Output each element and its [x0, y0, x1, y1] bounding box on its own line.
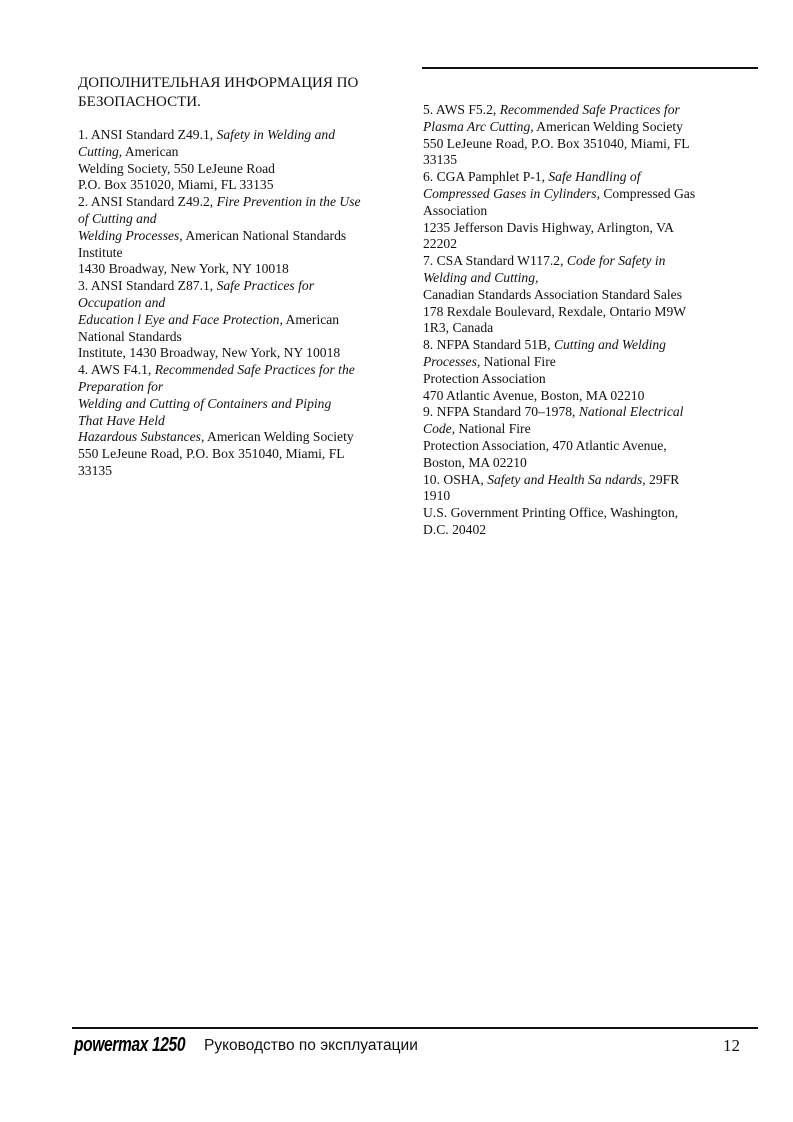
brand-logo: powermax 1250	[74, 1034, 186, 1056]
reference-text: Compressed Gas	[599, 185, 696, 201]
reference-text: 470 Atlantic Avenue, Boston, MA 02210	[423, 387, 645, 403]
reference-line	[78, 429, 394, 446]
reference-text: 1910	[423, 488, 451, 504]
reference-title-text: Safety in Welding and	[216, 127, 336, 142]
reference-line	[78, 161, 394, 178]
reference-line	[78, 228, 394, 245]
reference-item	[423, 253, 743, 337]
right-column	[423, 102, 743, 539]
reference-text: 22202	[423, 236, 457, 252]
reference-text: 550 LeJeune Road, P.O. Box 351040, Miami, FL	[423, 135, 690, 151]
reference-title-text: Safety and Health Sa ndards,	[487, 471, 646, 487]
top-rule	[422, 67, 758, 69]
reference-line	[423, 337, 743, 354]
reference-title-text: Welding and Cutting of Containers and Piping	[78, 395, 332, 411]
reference-text: 1235 Jefferson Davis Highway, Arlington, VA	[423, 219, 674, 235]
reference-text: National Standards	[78, 328, 182, 344]
reference-line	[423, 354, 743, 371]
reference-line	[78, 329, 394, 346]
reference-text: 550 LeJeune Road, P.O. Box 351040, Miami, FL	[78, 446, 345, 462]
reference-line	[423, 270, 743, 287]
reference-item	[78, 127, 394, 194]
reference-text: American Welding Society	[533, 118, 683, 134]
reference-line	[423, 421, 743, 438]
left-reference-list	[78, 127, 394, 480]
reference-title-text: Plasma Arc Cutting,	[423, 118, 534, 134]
reference-line	[423, 438, 743, 455]
reference-text: American	[282, 311, 340, 327]
reference-text: U.S. Government Printing Office, Washington,	[423, 505, 679, 521]
reference-title-text: Code for Safety in	[566, 253, 666, 269]
reference-line	[78, 127, 394, 144]
reference-text: Protection Association, 470 Atlantic Avenue,	[423, 437, 667, 453]
right-reference-list	[423, 102, 743, 539]
footer-title: Руководство по эксплуатации	[204, 1037, 418, 1054]
reference-text: 33135	[423, 152, 457, 168]
reference-title-text: Welding and Cutting,	[423, 269, 539, 285]
reference-title-text: Fire Prevention in the Use	[216, 194, 361, 210]
reference-title-text: Welding Processes,	[78, 227, 183, 243]
reference-line	[423, 152, 743, 169]
reference-line	[78, 278, 394, 295]
reference-text: 10. OSHA,	[423, 471, 488, 487]
reference-text: National Fire	[480, 353, 556, 369]
reference-line	[78, 362, 394, 379]
reference-line	[423, 186, 743, 203]
reference-item	[78, 362, 394, 480]
reference-text: American National Standards	[182, 227, 347, 243]
reference-text: 5. AWS F5.2,	[423, 102, 500, 117]
reference-item	[423, 404, 743, 471]
reference-title-text: Recommended Safe Practices for	[499, 102, 680, 117]
reference-title-text: Occupation and	[78, 294, 166, 310]
reference-line	[423, 253, 743, 270]
reference-line	[423, 488, 743, 505]
reference-text: D.C. 20402	[423, 521, 487, 537]
page-number: 12	[723, 1036, 740, 1055]
reference-text: National Fire	[455, 421, 531, 437]
reference-line	[78, 295, 394, 312]
reference-line	[423, 472, 743, 489]
reference-line	[423, 404, 743, 421]
reference-line	[423, 136, 743, 153]
reference-line	[423, 455, 743, 472]
reference-title-text: Preparation for	[78, 378, 164, 394]
reference-line	[423, 287, 743, 304]
reference-line	[78, 144, 394, 161]
reference-line	[78, 312, 394, 329]
reference-title-text: Compressed Gases in Cylinders,	[423, 185, 600, 201]
reference-item	[423, 102, 743, 169]
reference-title-text: Code,	[423, 421, 456, 437]
reference-item	[78, 278, 394, 362]
reference-line	[423, 522, 743, 539]
reference-text: 3. ANSI Standard Z87.1,	[78, 278, 217, 294]
reference-text: Association	[423, 202, 488, 218]
reference-item	[423, 169, 743, 253]
reference-line	[423, 236, 743, 253]
reference-title-text: Recommended Safe Practices for the	[154, 362, 355, 378]
section-heading: ДОПОЛНИТЕЛЬНАЯ ИНФОРМАЦИЯ ПО БЕЗОПАСНОСТИ.	[78, 75, 359, 110]
reference-line	[78, 379, 394, 396]
reference-line	[423, 203, 743, 220]
reference-line	[423, 304, 743, 321]
reference-line	[78, 177, 394, 194]
reference-text: 2. ANSI Standard Z49.2,	[78, 194, 217, 210]
left-column	[78, 74, 394, 480]
reference-text: 6. CGA Pamphlet P-1,	[423, 169, 549, 185]
reference-title-text: National Electrical	[578, 404, 684, 420]
reference-line	[423, 220, 743, 237]
reference-line	[423, 505, 743, 522]
reference-text: American	[122, 143, 179, 159]
reference-text: 1R3, Canada	[423, 320, 494, 336]
reference-text: Welding Society, 550 LeJeune Road	[78, 160, 275, 176]
reference-line	[78, 261, 394, 278]
reference-text: 1. ANSI Standard Z49.1,	[78, 127, 217, 142]
reference-title-text: That Have Held	[78, 412, 165, 428]
reference-item	[423, 472, 743, 539]
reference-title-text: Cutting,	[78, 143, 123, 159]
reference-title-text: Processes,	[423, 353, 481, 369]
reference-title-text: of Cutting and	[78, 210, 157, 226]
footer-rule	[72, 1027, 758, 1029]
reference-line	[423, 169, 743, 186]
reference-text: P.O. Box 351020, Miami, FL 33135	[78, 177, 274, 193]
reference-text: Protection Association	[423, 370, 546, 386]
reference-line	[78, 446, 394, 463]
reference-line	[78, 211, 394, 228]
reference-line	[423, 320, 743, 337]
reference-text: 33135	[78, 462, 112, 478]
reference-text: 8. NFPA Standard 51B,	[423, 337, 554, 353]
reference-line	[423, 119, 743, 136]
reference-text: 29FR	[645, 471, 680, 487]
reference-text: Institute, 1430 Broadway, New York, NY 10018	[78, 345, 341, 361]
reference-line	[78, 396, 394, 413]
reference-text: American Welding Society	[204, 429, 354, 445]
reference-text: Boston, MA 02210	[423, 454, 527, 470]
reference-text: 1430 Broadway, New York, NY 10018	[78, 261, 289, 277]
reference-line	[423, 388, 743, 405]
reference-item	[423, 337, 743, 404]
reference-title-text: Education l Eye and Face Protection,	[78, 311, 283, 327]
reference-line	[78, 194, 394, 211]
reference-line	[423, 102, 743, 119]
reference-text: 178 Rexdale Boulevard, Rexdale, Ontario M9W	[423, 303, 687, 319]
reference-title-text: Cutting and Welding	[553, 337, 666, 353]
reference-item	[78, 194, 394, 278]
reference-text: 7. CSA Standard W117.2,	[423, 253, 567, 269]
reference-text: 9. NFPA Standard 70–1978,	[423, 404, 579, 420]
reference-title-text: Safe Handling of	[548, 169, 641, 185]
reference-line	[78, 345, 394, 362]
reference-title-text: Hazardous Substances,	[78, 429, 205, 445]
reference-text: Canadian Standards Association Standard Sales	[423, 286, 682, 302]
reference-line	[78, 463, 394, 480]
reference-title-text: Safe Practices for	[216, 278, 314, 294]
reference-line	[78, 413, 394, 430]
reference-text: Institute	[78, 244, 123, 260]
reference-line	[78, 245, 394, 262]
reference-line	[423, 371, 743, 388]
reference-text: 4. AWS F4.1,	[78, 362, 155, 378]
page-footer	[74, 1034, 740, 1058]
